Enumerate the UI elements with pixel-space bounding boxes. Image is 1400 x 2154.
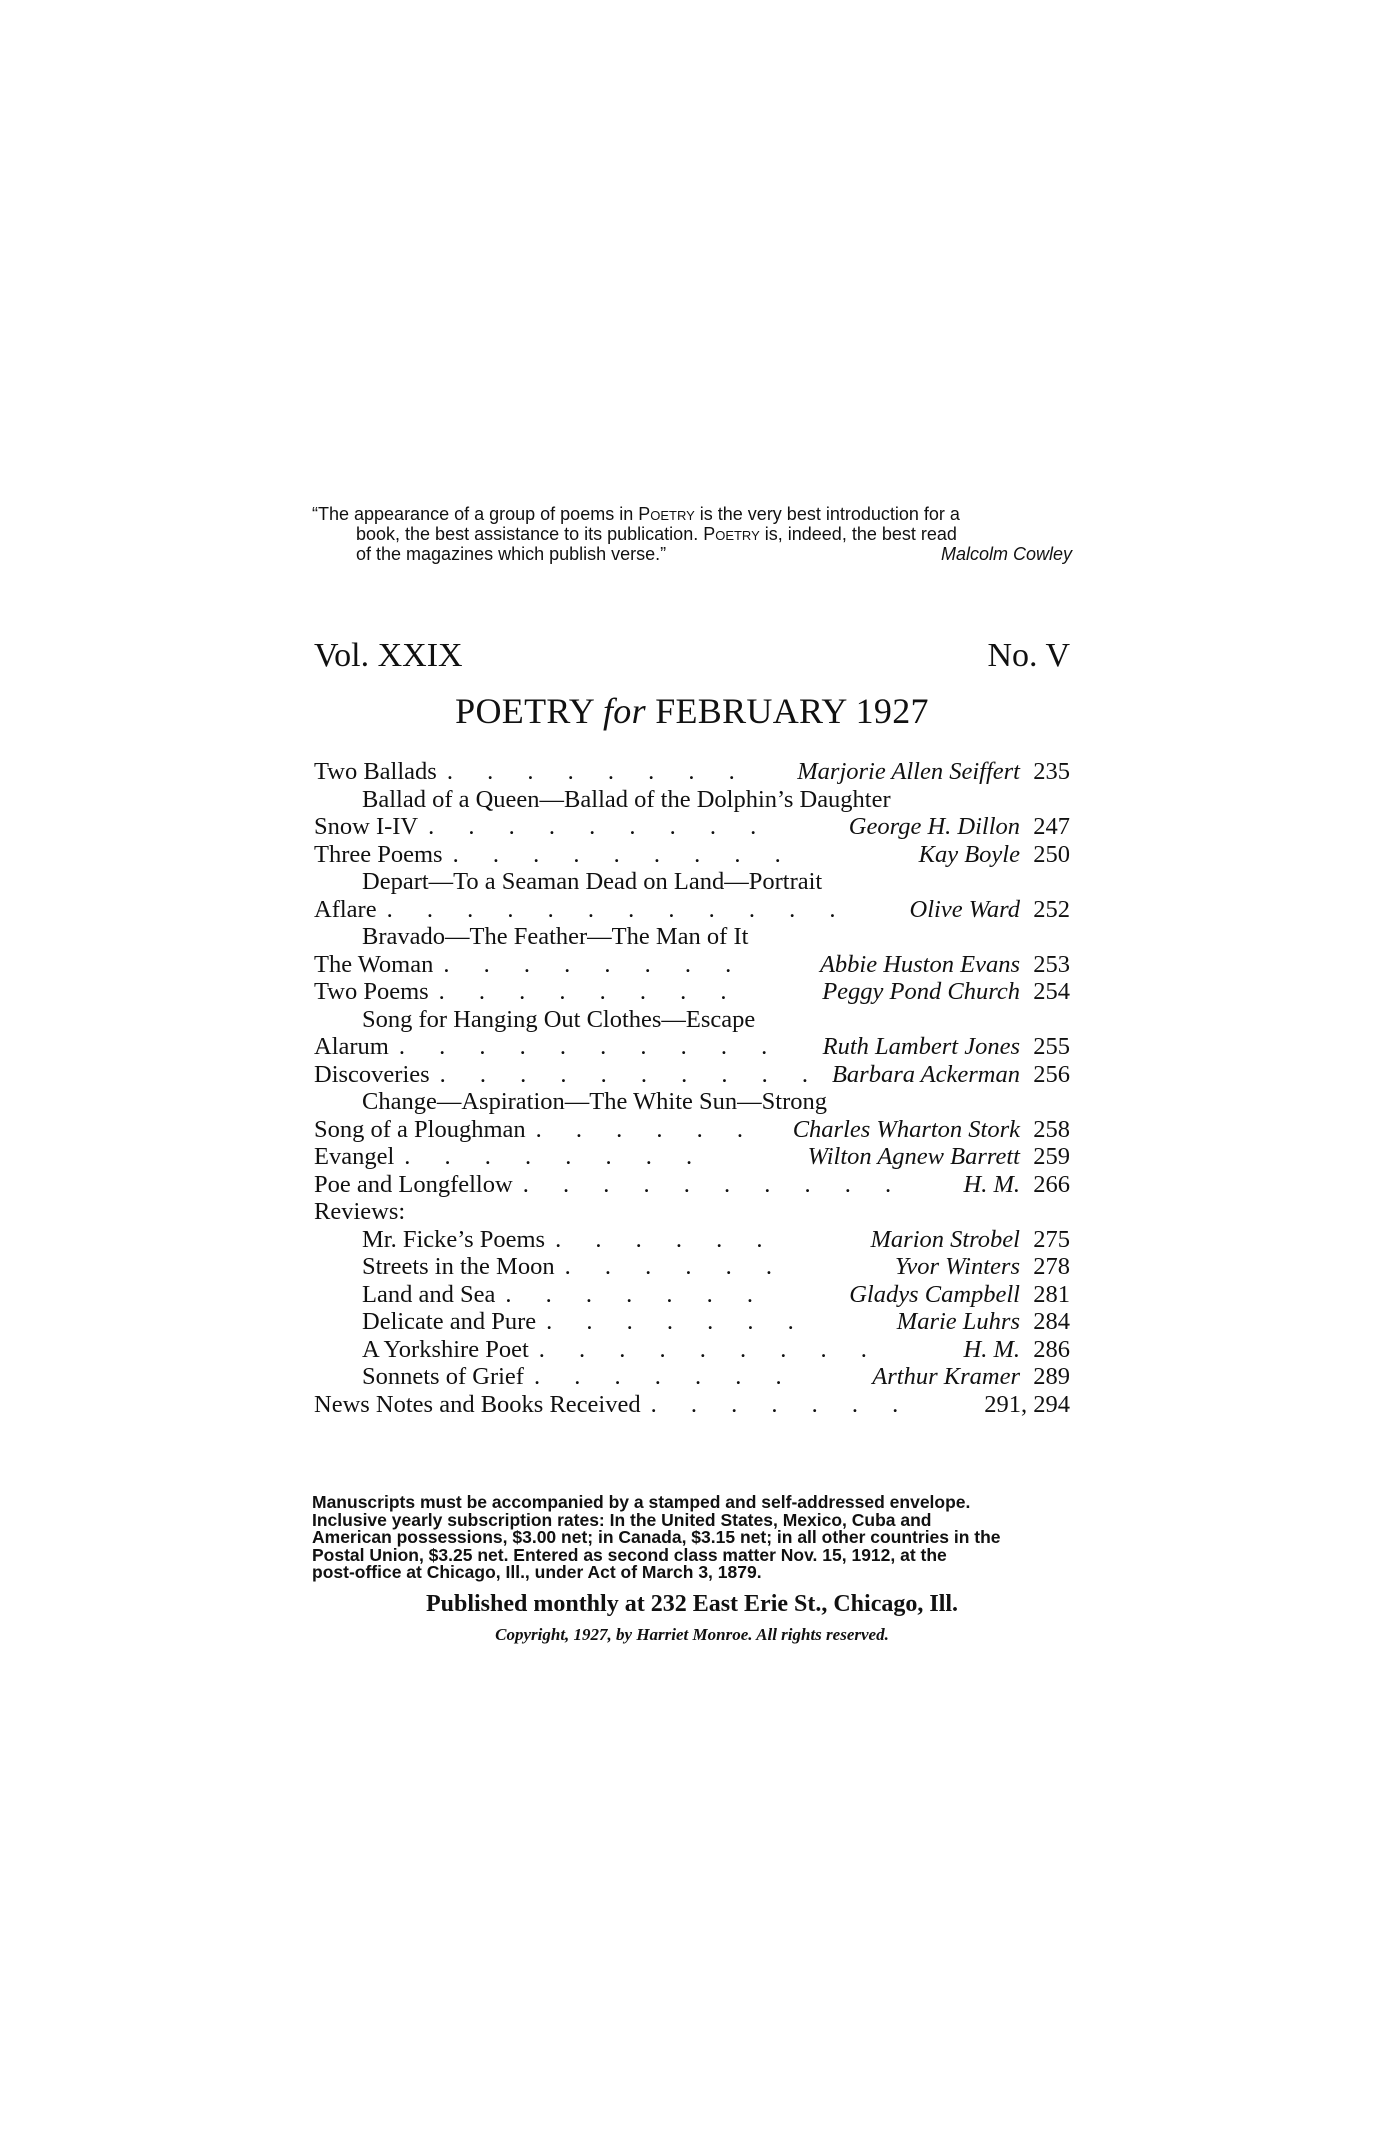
notice-line-1: Manuscripts must be accompanied by a stamped and self-addressed envelope. bbox=[312, 1492, 971, 1512]
toc-entry-page: 275 bbox=[1033, 1225, 1070, 1253]
toc-entry-title: Mr. Ficke’s Poems bbox=[362, 1225, 546, 1253]
toc-entry-title: Delicate and Pure bbox=[362, 1308, 537, 1335]
toc-entry-author: Marie Luhrs bbox=[896, 1308, 1020, 1335]
toc-entry bbox=[314, 758, 1070, 786]
toc-subtitle: Depart—To a Seaman Dead on Land—Portrait bbox=[362, 868, 823, 895]
toc-entry-title: Poe and Longfellow bbox=[314, 1170, 513, 1198]
toc-entry-title: News Notes and Books Received bbox=[314, 1390, 641, 1418]
toc-entry-page: 256 bbox=[1033, 1060, 1070, 1088]
toc-entry-page: 286 bbox=[1033, 1335, 1070, 1363]
toc-entry-title: Sonnets of Grief bbox=[362, 1363, 524, 1390]
toc-dot-leader: . . . . . . . . . bbox=[428, 813, 771, 840]
publication-notice bbox=[312, 1494, 1072, 1582]
notice-line-5: post-office at Chicago, Ill., under Act of March 3, 1879. bbox=[312, 1562, 762, 1582]
toc-subtitle: Change—Aspiration—The White Sun—Strong bbox=[362, 1088, 827, 1115]
toc-dot-leader: . . . . . . . bbox=[650, 1390, 913, 1418]
toc-dot-leader: . . . . . . . bbox=[546, 1308, 808, 1335]
toc-dot-leader: . . . . . . . bbox=[505, 1280, 767, 1308]
quote-attribution: Malcolm Cowley bbox=[940, 544, 1072, 564]
toc-dot-leader: . . . . . . . . . . . . bbox=[386, 895, 850, 923]
table-of-contents bbox=[314, 758, 1070, 1418]
toc-entry-author: Ruth Lambert Jones bbox=[822, 1033, 1020, 1060]
toc-dot-leader: . . . . . . bbox=[564, 1253, 786, 1280]
toc-entry-author: Marion Strobel bbox=[870, 1225, 1020, 1253]
toc-entry-page: 253 bbox=[1033, 950, 1070, 978]
toc-entry bbox=[314, 896, 1070, 924]
toc-entry-title: The Woman bbox=[314, 950, 434, 978]
toc-entry-author: George H. Dillon bbox=[848, 813, 1020, 840]
toc-entry-page: 254 bbox=[1033, 978, 1070, 1005]
toc-entry-title: Song of a Ploughman bbox=[314, 1115, 526, 1143]
toc-entry bbox=[314, 1061, 1070, 1089]
quote-line-3: of the magazines which publish verse.” Malcolm Cowley bbox=[356, 544, 1072, 564]
notice-line-2: Inclusive yearly subscription rates: In the United States, Mexico, Cuba and bbox=[312, 1509, 932, 1530]
toc-entry bbox=[314, 841, 1070, 869]
toc-entry bbox=[314, 978, 1070, 1006]
volume-label: Vol. XXIX bbox=[314, 637, 463, 674]
toc-entry-author: Gladys Campbell bbox=[849, 1280, 1020, 1308]
toc-entry-page: 284 bbox=[1033, 1308, 1070, 1335]
toc-entry-author: Arthur Kramer bbox=[872, 1363, 1020, 1390]
toc-entry-page: 291, 294 bbox=[984, 1390, 1070, 1418]
toc-entry-page: 289 bbox=[1033, 1363, 1070, 1390]
toc-entry bbox=[314, 1253, 1070, 1281]
quote-line-2: book, the best assistance to its publication. Poetry is, indeed, the best read bbox=[356, 524, 957, 544]
toc-entry-author: Barbara Ackerman bbox=[831, 1060, 1020, 1088]
toc-dot-leader: . . . . . . . . bbox=[446, 758, 749, 785]
toc-entry bbox=[314, 1171, 1070, 1199]
toc-entry-title: Streets in the Moon bbox=[362, 1253, 555, 1280]
published-line: Published monthly at 232 East Erie St., Chicago, Ill. bbox=[425, 1591, 959, 1617]
toc-entry-title: Two Ballads bbox=[314, 758, 437, 785]
toc-entry-page: 250 bbox=[1033, 840, 1070, 868]
toc-entry-title: Alarum bbox=[314, 1033, 389, 1060]
toc-dot-leader: . . . . . . . . . . bbox=[398, 1033, 782, 1060]
toc-dot-leader: . . . . . . . . . bbox=[538, 1335, 881, 1363]
toc-entry bbox=[314, 1391, 1070, 1419]
toc-dot-leader: . . . . . . . . . . bbox=[439, 1060, 823, 1088]
toc-entry-author: Olive Ward bbox=[909, 895, 1020, 923]
toc-entry-author: Peggy Pond Church bbox=[822, 978, 1020, 1005]
toc-entry-page: 235 bbox=[1033, 758, 1070, 785]
toc-entry-title: Evangel bbox=[314, 1143, 395, 1170]
toc-entry bbox=[314, 1033, 1070, 1061]
toc-entry-title: Three Poems bbox=[314, 840, 443, 868]
toc-entry-page: 281 bbox=[1033, 1280, 1070, 1308]
toc-entry bbox=[314, 1363, 1070, 1391]
toc-entry bbox=[314, 951, 1070, 979]
toc-dot-leader: . . . . . . bbox=[535, 1115, 758, 1143]
toc-dot-leader: . . . . . . . bbox=[533, 1363, 796, 1390]
toc-entry-page: 252 bbox=[1033, 895, 1070, 923]
toc-entry-author: H. M. bbox=[963, 1335, 1020, 1363]
toc-entry-page: 255 bbox=[1033, 1033, 1070, 1060]
quote-line-1: “The appearance of a group of poems in Poetry is the very best introduction for a bbox=[312, 504, 960, 524]
toc-subtitle: Bravado—The Feather—The Man of It bbox=[362, 923, 749, 950]
toc-section-heading: Reviews: bbox=[314, 1198, 406, 1225]
toc-entry-title: Aflare bbox=[314, 895, 377, 923]
notice-line-4: Postal Union, $3.25 net. Entered as second class matter Nov. 15, 1912, at the bbox=[312, 1544, 947, 1565]
toc-entry bbox=[314, 813, 1070, 841]
toc-entry-page: 259 bbox=[1033, 1143, 1070, 1170]
toc-dot-leader: . . . . . . . . . . bbox=[522, 1170, 906, 1198]
toc-dot-leader: . . . . . . . . . bbox=[452, 840, 795, 868]
toc-entry-author: Marjorie Allen Seiffert bbox=[797, 758, 1020, 785]
toc-entry-page: 266 bbox=[1033, 1170, 1070, 1198]
toc-entry-title: Land and Sea bbox=[362, 1280, 496, 1308]
toc-subtitle: Song for Hanging Out Clothes—Escape bbox=[362, 1005, 756, 1033]
issue-title: POETRY for FEBRUARY 1927 bbox=[455, 691, 929, 731]
toc-entry-author: Kay Boyle bbox=[918, 840, 1020, 868]
toc-dot-leader: . . . . . . bbox=[555, 1225, 777, 1253]
toc-dot-leader: . . . . . . . . bbox=[443, 950, 746, 978]
toc-entry-author: Yvor Winters bbox=[894, 1253, 1020, 1280]
toc-entry bbox=[314, 1308, 1070, 1336]
toc-entry bbox=[314, 1281, 1070, 1309]
notice-line-3: American possessions, $3.00 net; in Canada, $3.15 net; in all other countries in the bbox=[312, 1527, 1001, 1547]
toc-entry bbox=[314, 1116, 1070, 1144]
toc-entry-author: Wilton Agnew Barrett bbox=[807, 1143, 1020, 1170]
toc-dot-leader: . . . . . . . . bbox=[404, 1143, 707, 1170]
toc-subtitle: Ballad of a Queen—Ballad of the Dolphin’s Daughter bbox=[362, 785, 891, 813]
toc-entry bbox=[314, 1143, 1070, 1171]
toc-entry bbox=[314, 1336, 1070, 1364]
toc-entry-title: Two Poems bbox=[314, 978, 429, 1005]
toc-entry-page: 258 bbox=[1033, 1115, 1070, 1143]
toc-entry-page: 278 bbox=[1033, 1253, 1070, 1280]
copyright-line: Copyright, 1927, by Harriet Monroe. All rights reserved. bbox=[495, 1625, 889, 1644]
toc-entry-title: Discoveries bbox=[314, 1060, 430, 1088]
toc-entry-author: H. M. bbox=[963, 1170, 1020, 1198]
volume-number-row bbox=[314, 636, 1070, 676]
toc-entry-title: A Yorkshire Poet bbox=[362, 1335, 529, 1363]
toc-entry-page: 247 bbox=[1033, 813, 1070, 840]
promotional-quote bbox=[312, 504, 1072, 564]
toc-dot-leader: . . . . . . . . bbox=[438, 978, 741, 1005]
toc-entry bbox=[314, 1226, 1070, 1254]
toc-entry-author: Charles Wharton Stork bbox=[792, 1115, 1020, 1143]
toc-entry-author: Abbie Huston Evans bbox=[819, 950, 1020, 978]
toc-entry-title: Snow I-IV bbox=[314, 813, 419, 840]
issue-number: No. V bbox=[987, 637, 1070, 674]
